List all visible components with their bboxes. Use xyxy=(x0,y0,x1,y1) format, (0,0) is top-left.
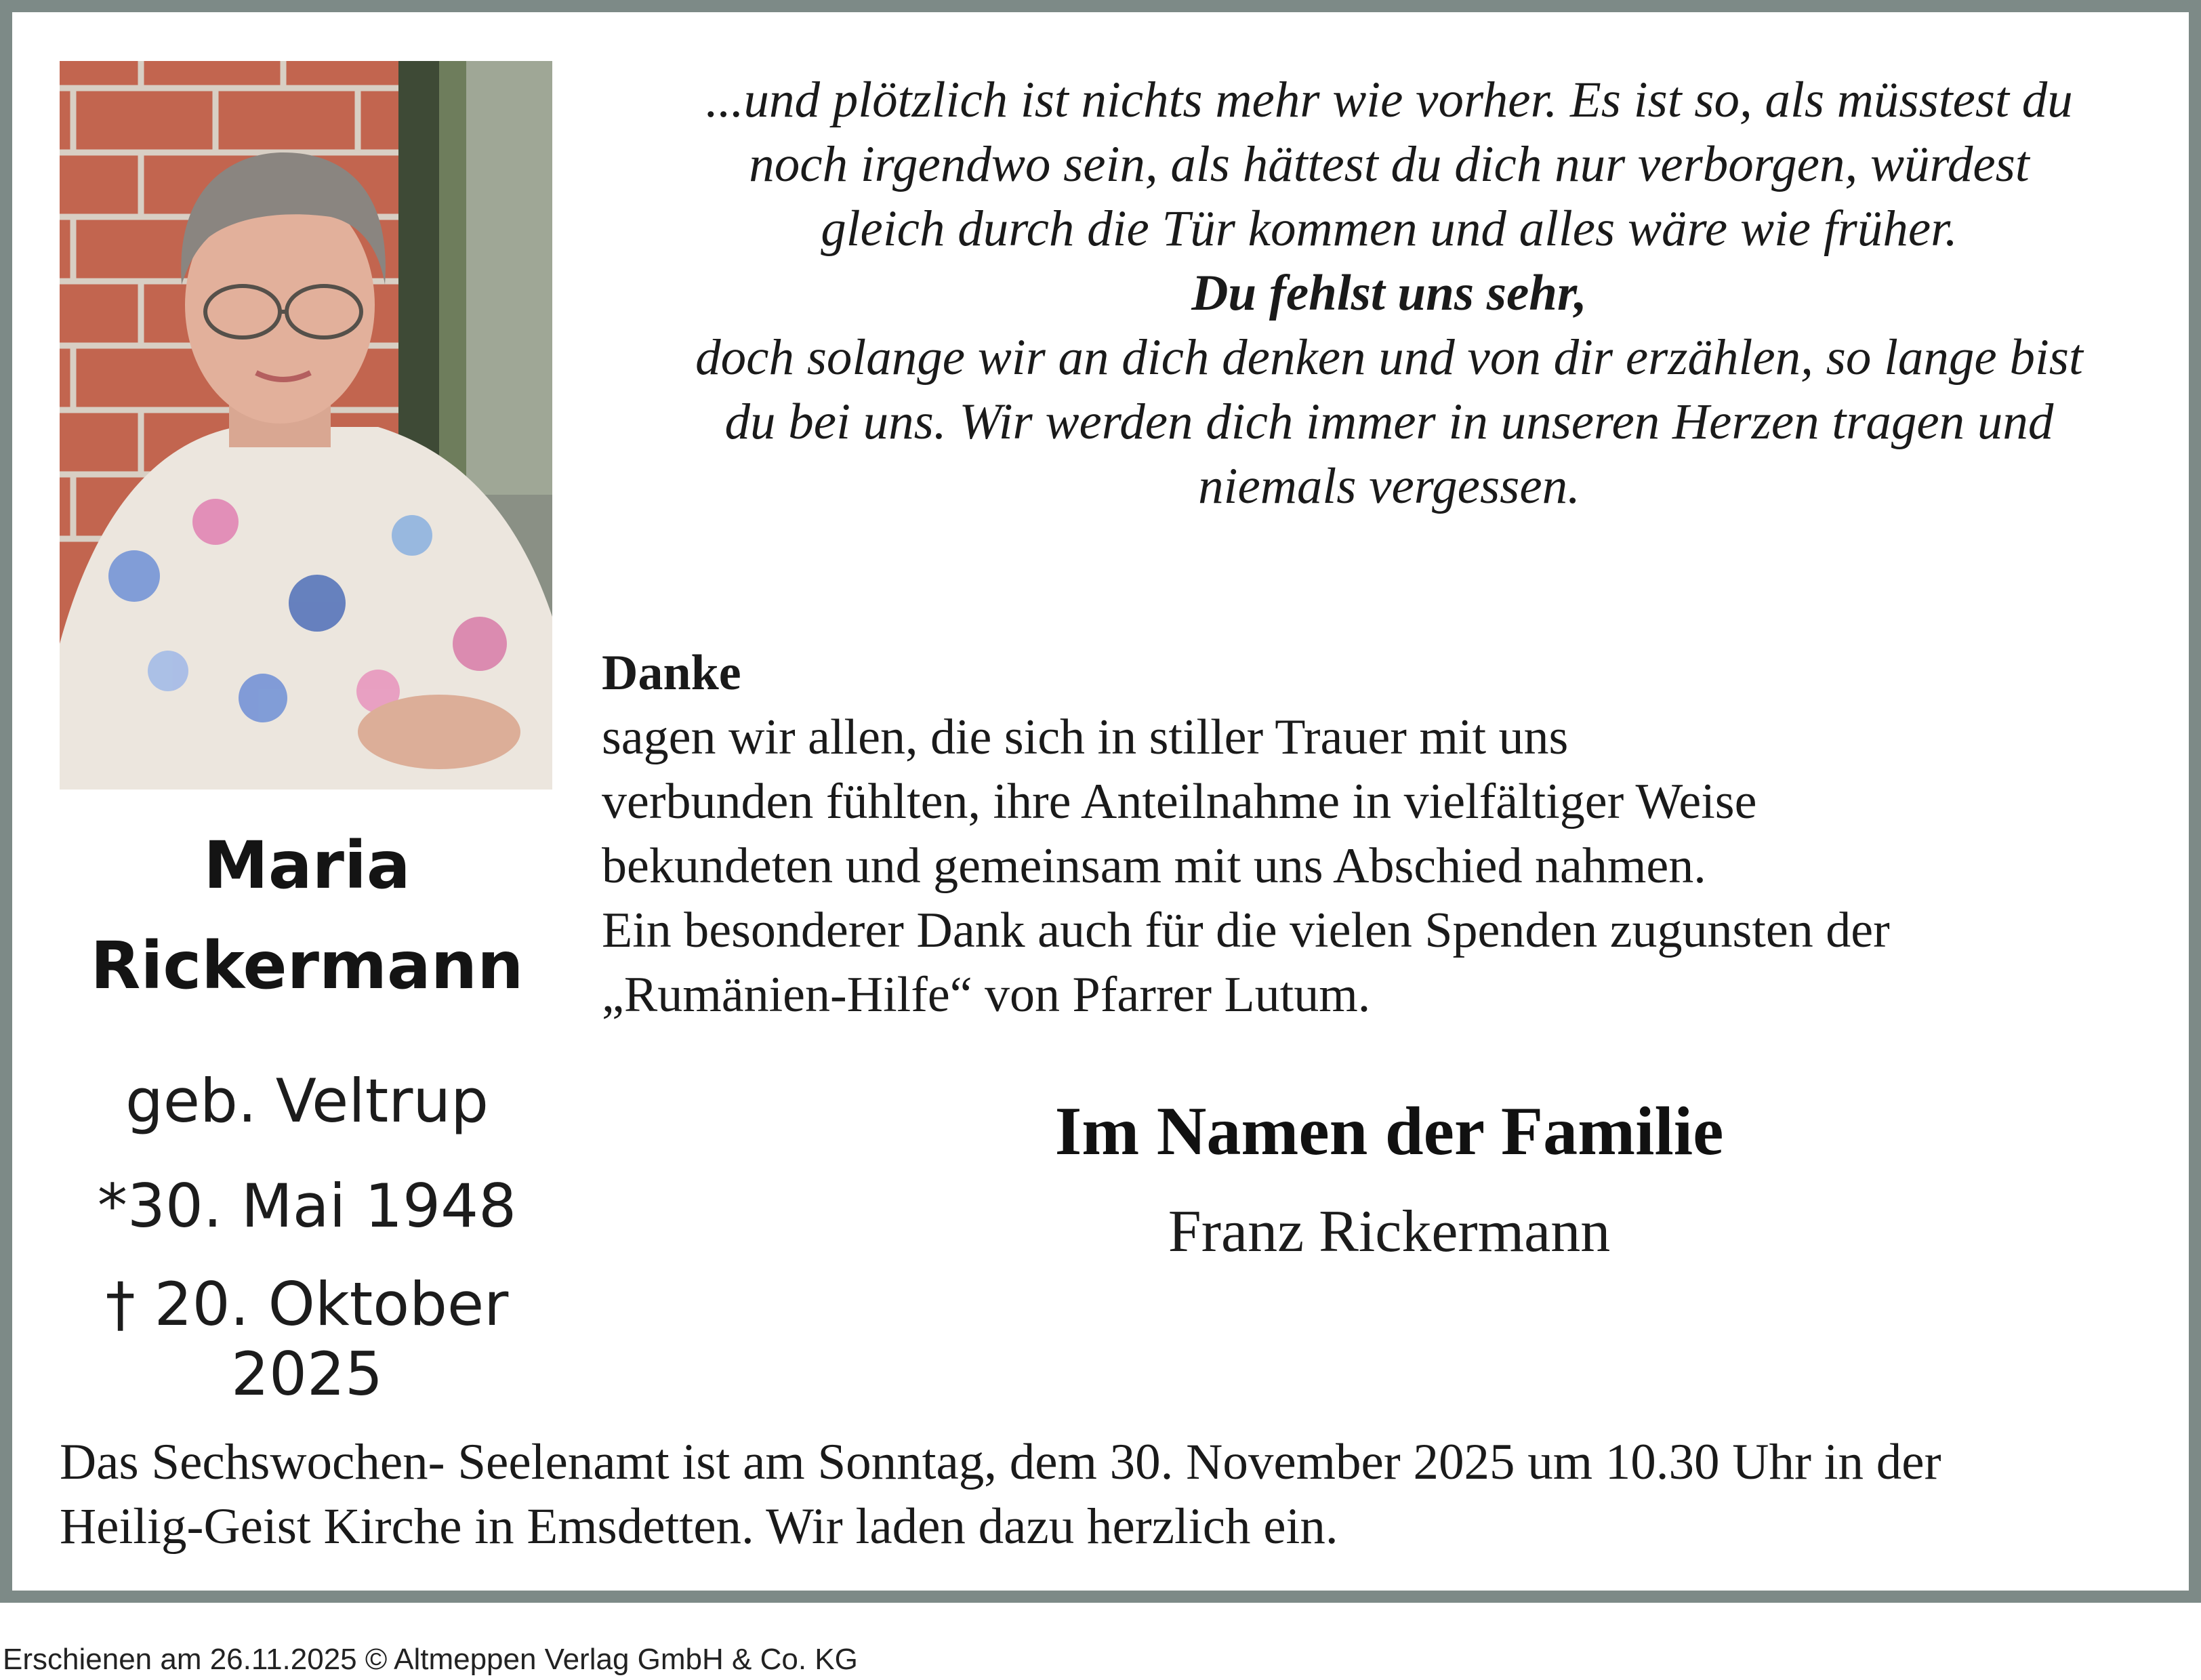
thanks-line: verbunden fühlten, ihre Anteilnahme in vielfältiger Weise xyxy=(602,774,1757,829)
death-date: † 20. Oktober 2025 xyxy=(105,1269,509,1409)
thanks-heading: Danke xyxy=(602,645,741,701)
notice-line: Das Sechswochen- Seelenamt ist am Sonntag, dem 30. November 2025 um 10.30 Uhr in der xyxy=(60,1434,1941,1490)
first-name: Maria xyxy=(203,827,411,903)
thanks-line: „Rumänien-Hilfe“ von Pfarrer Lutum. xyxy=(602,967,1371,1023)
verse-line: ...und plötzlich ist nichts mehr wie vorher. Es ist so, als müsstest du xyxy=(705,72,2073,128)
family-heading: Im Namen der Familie xyxy=(1054,1093,1724,1170)
verse-line: noch irgendwo sein, als hättest du dich nur verborgen, würdest xyxy=(749,136,2030,192)
thanks-line: bekundeten und gemeinsam mit uns Abschied nahmen. xyxy=(602,838,1706,894)
service-notice xyxy=(60,1430,2174,1559)
verse-line: niemals vergessen. xyxy=(1198,458,1580,514)
thanks-line: Ein besonderer Dank auch für die vielen Spenden zugunsten der xyxy=(602,903,1890,958)
notice-line: Heilig-Geist Kirche in Emsdetten. Wir laden dazu herzlich ein. xyxy=(60,1498,1338,1555)
portrait-photo xyxy=(60,61,552,790)
deceased-name xyxy=(39,815,575,1016)
thanks-line: sagen wir allen, die sich in stiller Trauer mit uns xyxy=(602,710,1569,765)
last-name: Rickermann xyxy=(90,928,524,1004)
publication-footer: Erschienen am 26.11.2025 © Altmeppen Verlag GmbH & Co. KG xyxy=(3,1643,858,1676)
verse-line: gleich durch die Tür kommen und alles wäre wie früher. xyxy=(821,201,1958,257)
memorial-verse xyxy=(596,68,2182,518)
thanks-section xyxy=(602,641,2174,1027)
verse-line: doch solange wir an dich denken und von dir erzählen, so lange bist xyxy=(695,329,2083,386)
maiden-name: geb. Veltrup xyxy=(125,1066,489,1136)
verse-emphasis: Du fehlst uns sehr, xyxy=(1191,265,1587,321)
birth-date: *30. Mai 1948 xyxy=(97,1171,517,1241)
family-signatory: Franz Rickermann xyxy=(1168,1199,1611,1265)
verse-line: du bei uns. Wir werden dich immer in unseren Herzen tragen und xyxy=(724,394,2054,450)
